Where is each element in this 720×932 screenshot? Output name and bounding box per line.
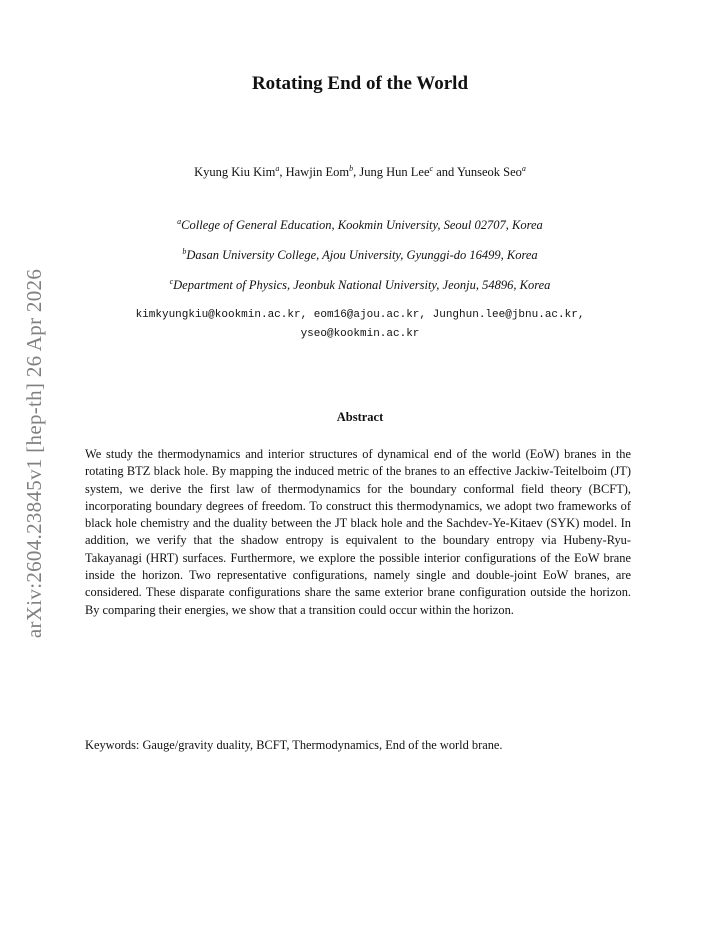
affiliation-mark: a bbox=[177, 217, 182, 226]
author-separator: , bbox=[353, 165, 360, 180]
author-name: Yunseok Seo bbox=[456, 165, 522, 180]
affiliation-text: College of General Education, Kookmin University, Seoul 02707, Korea bbox=[181, 218, 543, 233]
email-list bbox=[0, 306, 720, 344]
author-separator: , bbox=[279, 165, 286, 180]
abstract-heading: Abstract bbox=[336, 410, 384, 424]
affiliation-mark: c bbox=[429, 164, 434, 173]
author-list bbox=[0, 164, 720, 180]
affiliation-mark: a bbox=[275, 164, 280, 173]
affiliation-mark: b bbox=[182, 247, 187, 256]
author-name: Hawjin Eom bbox=[285, 165, 350, 180]
author-name: Jung Hun Lee bbox=[359, 165, 430, 180]
affiliation-mark: a bbox=[521, 164, 526, 173]
affiliation-text: Department of Physics, Jeonbuk National University, Jeonju, 54896, Korea bbox=[173, 278, 551, 293]
paper-title: Rotating End of the World bbox=[251, 73, 469, 94]
affiliation-b bbox=[0, 247, 720, 263]
keywords: Keywords: Gauge/gravity duality, BCFT, Thermodynamics, End of the world brane. bbox=[85, 738, 503, 752]
affiliation-a bbox=[0, 217, 720, 233]
email-line-1: kimkyungkiu@kookmin.ac.kr, eom16@ajou.ac.kr, Junghun.lee@jbnu.ac.kr, bbox=[135, 309, 585, 321]
affiliation-c bbox=[0, 277, 720, 293]
email-line-2: yseo@kookmin.ac.kr bbox=[300, 328, 420, 340]
author-separator: and bbox=[433, 165, 457, 180]
author-name: Kyung Kiu Kim bbox=[194, 165, 276, 180]
affiliation-mark: b bbox=[349, 164, 354, 173]
abstract-text: We study the thermodynamics and interior structures of dynamical end of the world (EoW) branes in the rotating BTZ black hole. By mapping the induced metric of the branes to an effective Jackiw-Teitelboim (JT) system, we derive the first law of thermodynamics for the boundary conformal field theory (BCFT), incorporating boundary degrees of freedom. To construct this thermodynamics, we adopt two frameworks of black hole chemistry and the duality between the JT black hole and the Sachdev-Ye-Kitaev (SYK) model. In addition, we verify that the shadow entropy is equivalent to the boundary entropy via Hubeny-Ryu-Takayanagi (HRT) surfaces. Furthermore, we explore the possible interior configurations of the EoW brane inside the horizon. Two representative configurations, namely single and double-joint EoW branes, are considered. These disparate configurations share the same exterior brane configuration outside the horizon. By comparing their energies, we show that a transition could occur within the horizon. bbox=[85, 447, 631, 617]
affiliation-text: Dasan University College, Ajou University, Gyunggi-do 16499, Korea bbox=[186, 248, 538, 263]
affiliation-mark: c bbox=[169, 277, 174, 286]
arxiv-identifier-text: arXiv:2604.23845v1 [hep-th] 26 Apr 2026 bbox=[22, 268, 47, 638]
